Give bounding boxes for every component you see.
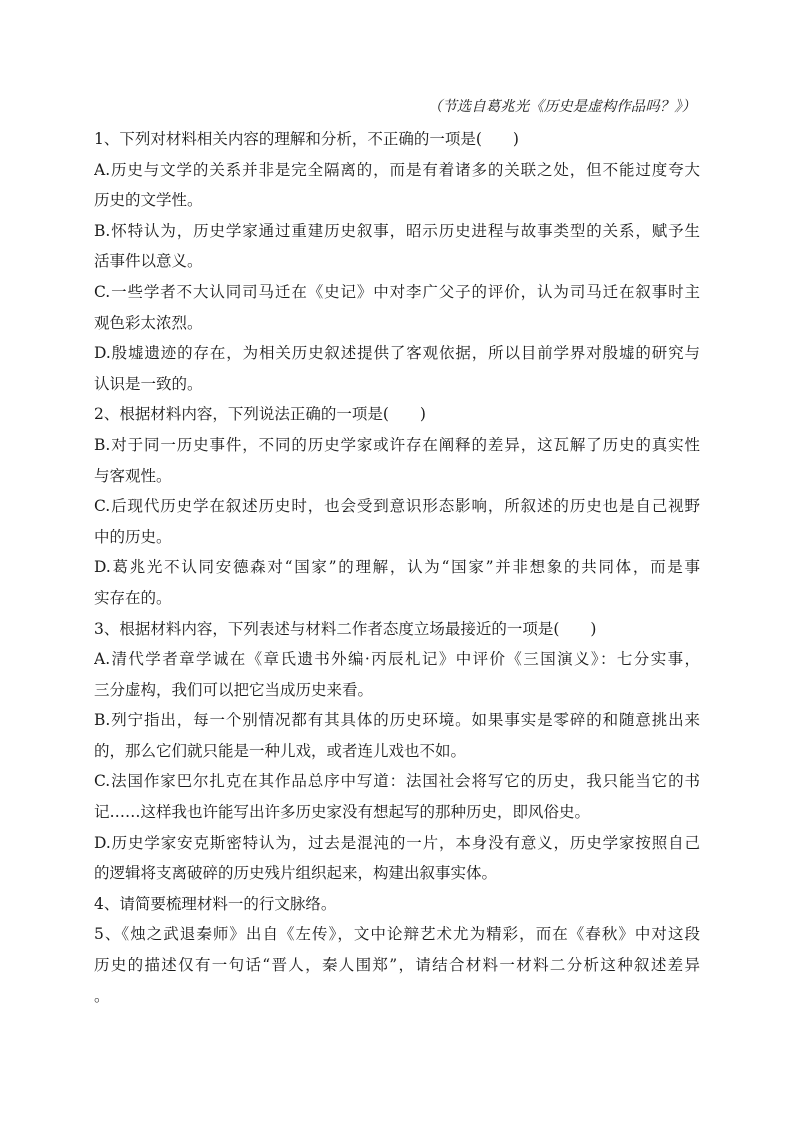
question-3-option-b-cont: 的，那么它们就只能是一种儿戏，或者连儿戏也不如。 xyxy=(94,741,467,760)
question-3-option-c-cont: 记……这样我也许能写出许多历史家没有想起写的那种历史，即风俗史。 xyxy=(94,803,591,822)
question-3-option-a: A.清代学者章学诚在《章氏遗书外编·丙辰札记》中评价《三国演义》：七分实事， xyxy=(94,650,700,669)
question-3-option-d: D.历史学家安克斯密特认为，过去是混沌的一片，本身没有意义，历史学家按照自己 xyxy=(94,833,700,852)
question-1-option-c-cont: 观色彩太浓烈。 xyxy=(94,313,203,332)
question-2-option-c-cont: 中的历史。 xyxy=(94,527,172,546)
question-3-option-b: B.列宁指出，每一个别情况都有其具体的历史环境。如果事实是零碎的和随意挑出来 xyxy=(94,711,700,730)
question-4-stem: 4、请简要梳理材料一的行文脉络。 xyxy=(94,894,337,913)
question-5-stem-cont: 历史的描述仅有一句话“晋人，秦人围郑”，请结合材料一材料二分析这种叙述差异 xyxy=(94,956,700,975)
question-2-option-d-cont: 实存在的。 xyxy=(94,588,172,607)
question-2-option-b-cont: 与客观性。 xyxy=(94,466,172,485)
source-note: （节选自葛兆光《历史是虚构作品吗？》） xyxy=(427,99,696,115)
question-1-option-a: A.历史与文学的关系并非是完全隔离的，而是有着诸多的关联之处，但不能过度夸大 xyxy=(94,160,700,179)
question-1-option-b: B.怀特认为，历史学家通过重建历史叙事，昭示历史进程与故事类型的关系，赋予生 xyxy=(94,221,700,240)
question-3-option-a-cont: 三分虚构，我们可以把它当成历史来看。 xyxy=(94,680,374,699)
question-3-stem: 3、根据材料内容，下列表述与材料二作者态度立场最接近的一项是( ) xyxy=(94,619,597,638)
question-block xyxy=(94,124,700,1011)
question-1-stem: 1、下列对材料相关内容的理解和分析，不正确的一项是( ) xyxy=(94,130,519,148)
question-2-option-c: C.后现代历史学在叙述历史时，也会受到意识形态影响，所叙述的历史也是自己视野 xyxy=(94,497,700,516)
question-1-option-a-cont: 历史的文学性。 xyxy=(94,191,203,210)
question-2-option-b: B.对于同一历史事件，不同的历史学家或许存在阐释的差异，这瓦解了历史的真实性 xyxy=(94,435,700,454)
question-3-option-c: C.法国作家巴尔扎克在其作品总序中写道：法国社会将写它的历史，我只能当它的书 xyxy=(94,772,700,791)
question-1-option-d: D.殷墟遗迹的存在，为相关历史叙述提供了客观依据，所以目前学界对殷墟的研究与 xyxy=(94,344,700,363)
question-1-option-c: C.一些学者不大认同司马迁在《史记》中对李广父子的评价，认为司马迁在叙事时主 xyxy=(94,282,700,301)
question-5-stem-end: 。 xyxy=(94,986,110,1005)
question-3-option-d-cont: 的逻辑将支离破碎的历史残片组织起来，构建出叙事实体。 xyxy=(94,864,498,883)
question-2-stem: 2、根据材料内容，下列说法正确的一项是( ) xyxy=(94,405,426,424)
question-2-option-d: D.葛兆光不认同安德森对“国家”的理解，认为“国家”并非想象的共同体，而是事 xyxy=(94,558,700,577)
question-1-option-d-cont: 认识是一致的。 xyxy=(94,374,203,393)
question-1-option-b-cont: 活事件以意义。 xyxy=(94,252,203,271)
question-5-stem: 5、《烛之武退秦师》出自《左传》，文中论辩艺术尤为精彩，而在《春秋》中对这段 xyxy=(94,925,700,944)
